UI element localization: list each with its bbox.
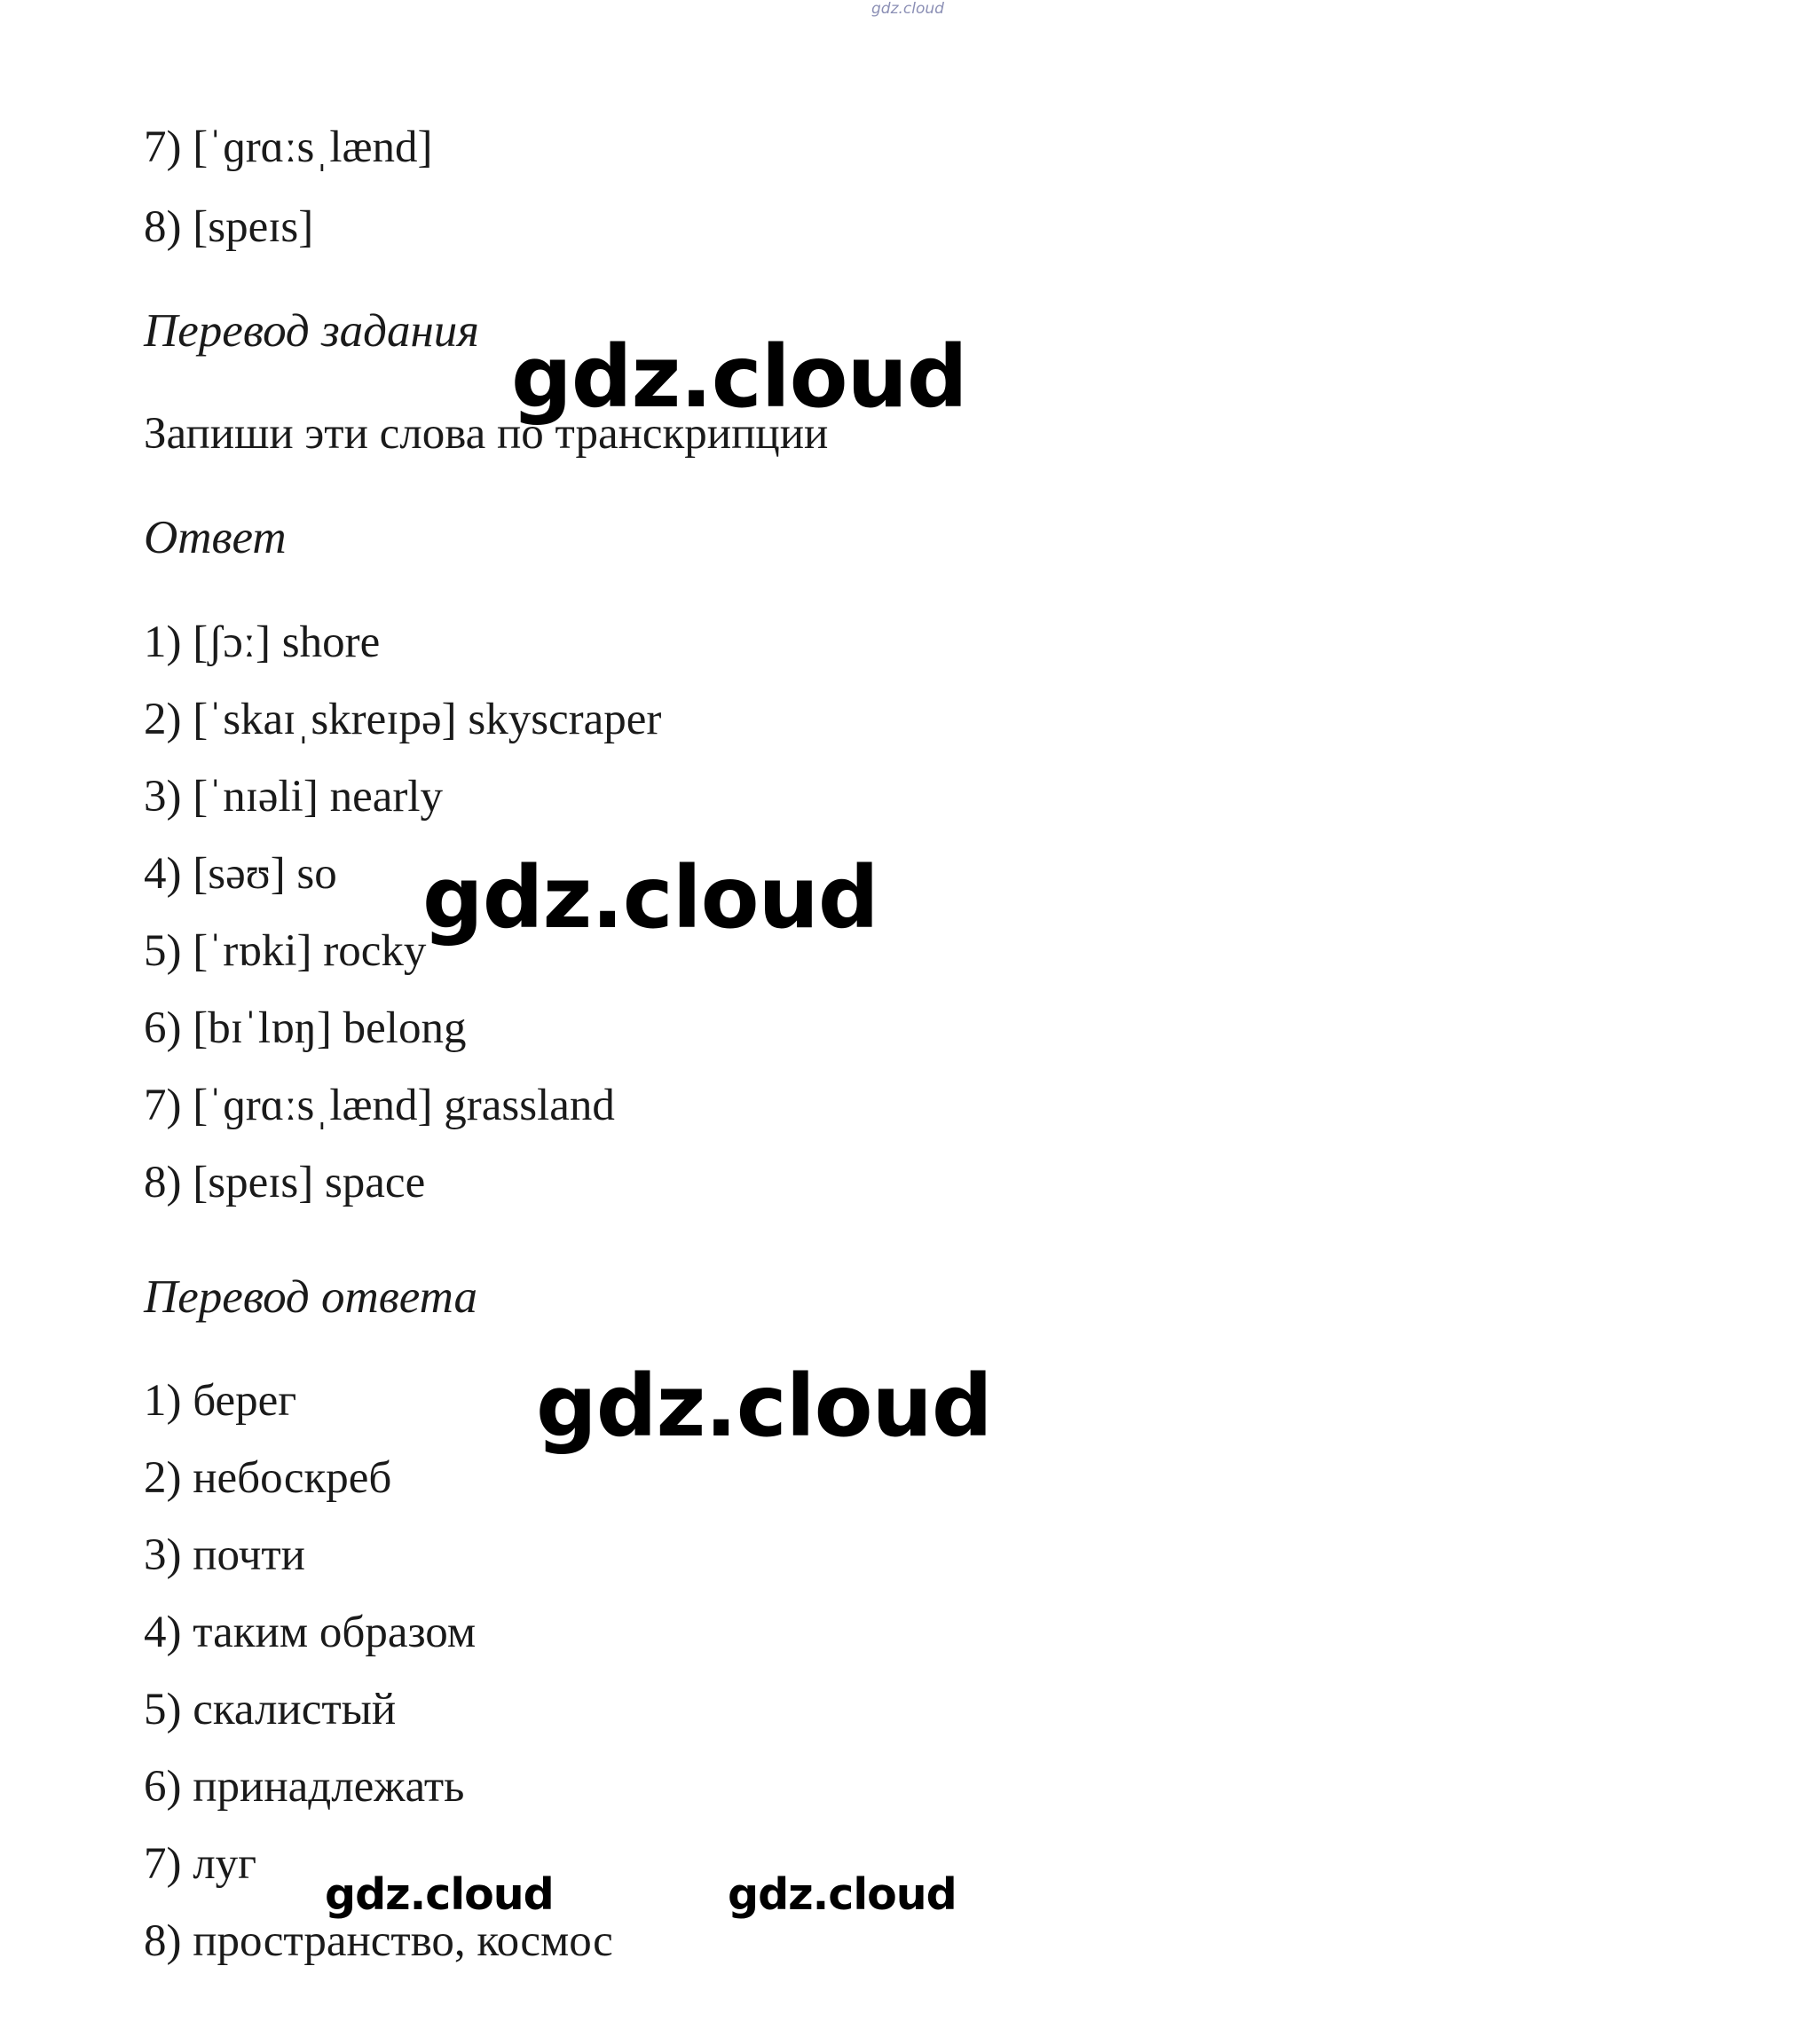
- translation-item: 1) берег: [144, 1376, 297, 1426]
- answer-item: 5) [ˈrɒki] rocky: [144, 926, 427, 976]
- translation-item: 7) луг: [144, 1839, 257, 1889]
- watermark: gdz.cloud: [728, 1869, 957, 1920]
- answer-item: 3) [ˈnɪəli] nearly: [144, 772, 444, 822]
- answer-item: 4) [səʊ] so: [144, 849, 337, 899]
- translation-item: 3) почти: [144, 1530, 305, 1580]
- translation-item: 4) таким образом: [144, 1608, 477, 1657]
- answer-item: 2) [ˈskaɪˌskreɪpə] skyscraper: [144, 695, 662, 744]
- watermark: gdz.cloud: [511, 327, 967, 427]
- task-translation-heading: Перевод задания: [144, 305, 479, 357]
- answer-heading: Ответ: [144, 512, 287, 563]
- answer-translation-heading: Перевод ответа: [144, 1271, 478, 1323]
- watermark: gdz.cloud: [536, 1357, 992, 1456]
- answer-item: 8) [speɪs] space: [144, 1158, 426, 1207]
- translation-item: 2) небоскреб: [144, 1453, 392, 1503]
- watermark: gdz.cloud: [325, 1869, 554, 1920]
- question-item-7: 7) [ˈɡrɑːsˌlænd]: [144, 122, 433, 172]
- translation-item: 8) пространство, космос: [144, 1916, 613, 1966]
- watermark-top: gdz.cloud: [871, 0, 944, 18]
- translation-item: 5) скалистый: [144, 1685, 397, 1734]
- answer-item: 7) [ˈɡrɑːsˌlænd] grassland: [144, 1081, 615, 1130]
- watermark: gdz.cloud: [422, 848, 878, 948]
- answer-item: 1) [ʃɔː] shore: [144, 617, 381, 667]
- translation-item: 6) принадлежать: [144, 1762, 465, 1812]
- question-item-8: 8) [speɪs]: [144, 202, 314, 252]
- task-translation-text: Запиши эти слова по транскрипции: [144, 409, 829, 459]
- answer-item: 6) [bɪˈlɒŋ] belong: [144, 1003, 467, 1053]
